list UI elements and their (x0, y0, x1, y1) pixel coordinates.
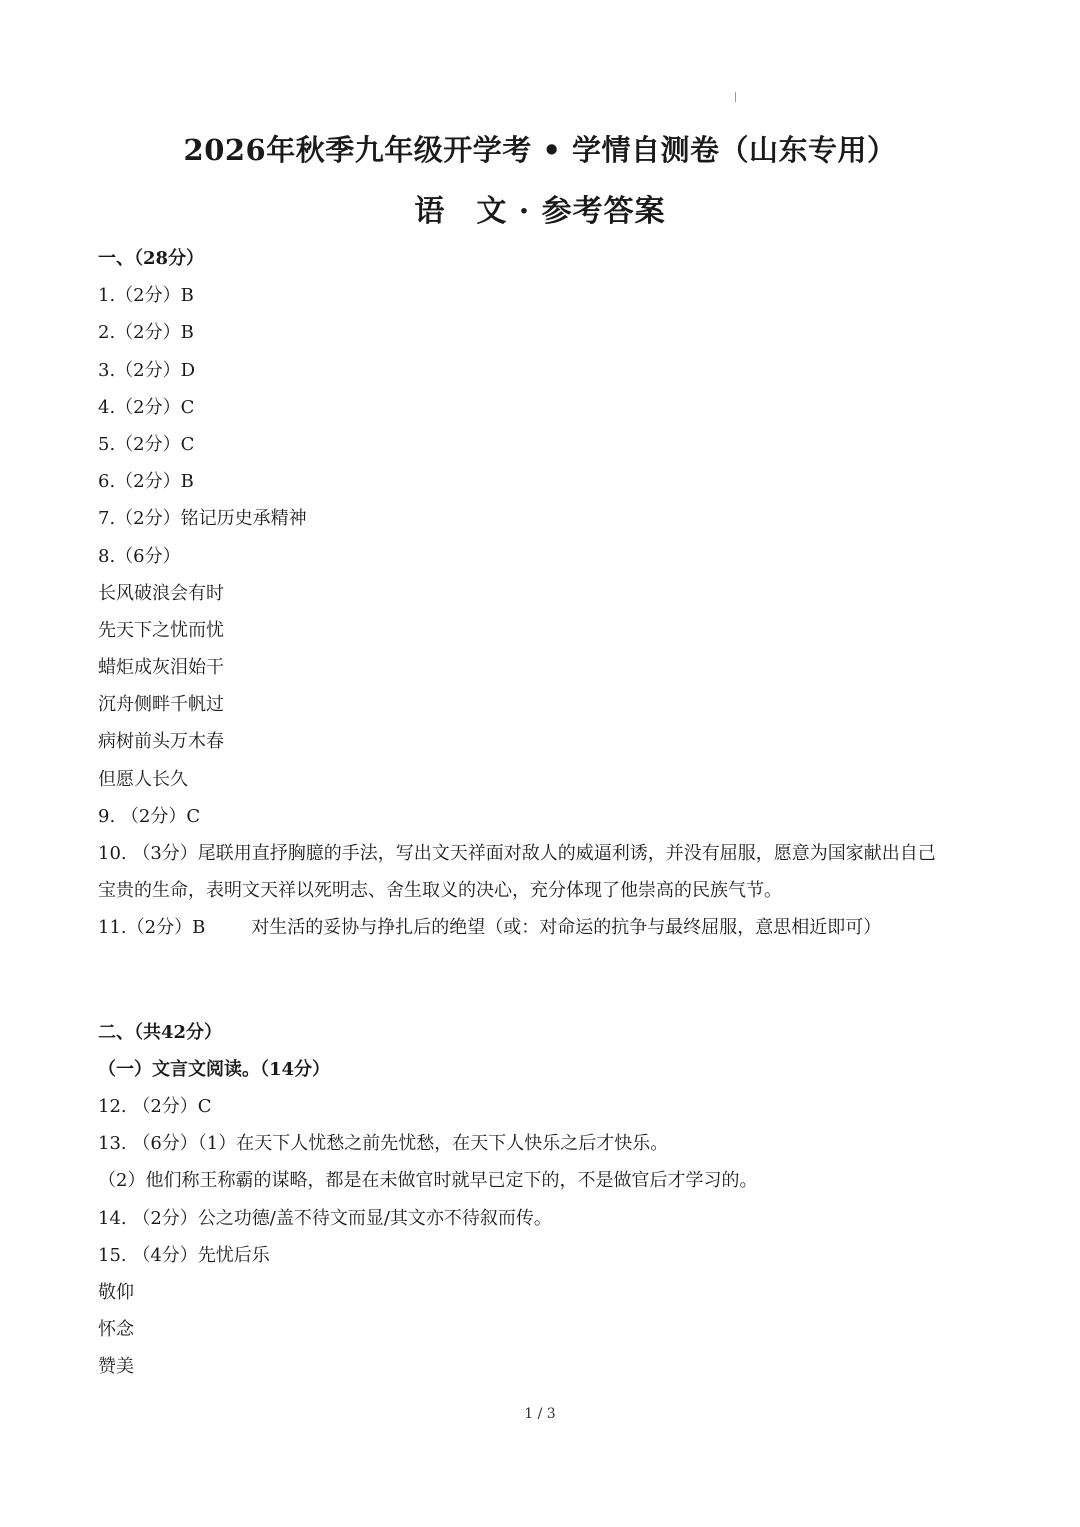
answer-content (98, 240, 998, 1385)
section-heading-1: 一、（28分） (98, 248, 205, 269)
answer-line: 敬仰 (98, 1281, 134, 1303)
answer-line: 但愿人长久 (98, 768, 188, 790)
answer-line: 7.（2分）铭记历史承精神 (98, 508, 307, 530)
answer-line: 3.（2分）D (98, 359, 196, 381)
answer-line: 13. （6分）（1）在天下人忧愁之前先忧愁，在天下人快乐之后才快乐。 (98, 1133, 669, 1155)
section-gap (98, 947, 998, 1014)
answer-line: 怀念 (98, 1319, 134, 1341)
answer-line: 4.（2分）C (98, 396, 195, 418)
q11-label: 11.（2分）B (98, 917, 206, 939)
answer-line: 8.（6分） (98, 545, 181, 567)
answer-line: 6.（2分）B (98, 471, 194, 493)
subsection-heading: （一）文言文阅读。（14分） (98, 1058, 331, 1080)
answer-line: 5.（2分）C (98, 433, 195, 455)
answer-line: 赞美 (98, 1356, 134, 1378)
answer-line: 15. （4分）先忧后乐 (98, 1244, 270, 1266)
scan-mark (735, 92, 736, 102)
answer-line: 宝贵的生命，表明文天祥以死明志、舍生取义的决心，充分体现了他崇高的民族气节。 (98, 880, 782, 902)
answer-line: 先天下之忧而忧 (98, 619, 224, 641)
answer-line: 蜡炬成灰泪始干 (98, 657, 224, 679)
answer-line: 沉舟侧畔千帆过 (98, 694, 224, 716)
q11-answer: 对生活的妥协与挣扎后的绝望（或：对命运的抗争与最终屈服，意思相近即可） (251, 917, 882, 939)
answer-line: 1.（2分）B (98, 285, 194, 307)
section-heading-2: 二、（共42分） (98, 1021, 223, 1043)
document-subtitle: 语 文 · 参考答案 (414, 194, 666, 229)
answer-line: 12. （2分）C (98, 1095, 212, 1117)
answer-line-q11 (98, 909, 998, 946)
document-title: 2026年秋季九年级开学考 • 学情自测卷（山东专用） (183, 133, 897, 167)
answer-line: （2）他们称王称霸的谋略，都是在未做官时就早已定下的，不是做官后才学习的。 (98, 1170, 758, 1192)
answer-line: 14. （2分）公之功德/盖不待文而显/其文亦不待叙而传。 (98, 1207, 552, 1229)
answer-line: 10. （3分）尾联用直抒胸臆的手法，写出文天祥面对敌人的威逼利诱，并没有屈服，愿意为国家献出自己 (98, 843, 936, 864)
answer-line: 9. （2分）C (98, 805, 201, 827)
answer-line: 病树前头万木春 (98, 731, 224, 753)
answer-line: 2.（2分）B (98, 322, 194, 344)
answer-line: 长风破浪会有时 (98, 582, 224, 604)
page-number: 1 / 3 (524, 1406, 556, 1422)
